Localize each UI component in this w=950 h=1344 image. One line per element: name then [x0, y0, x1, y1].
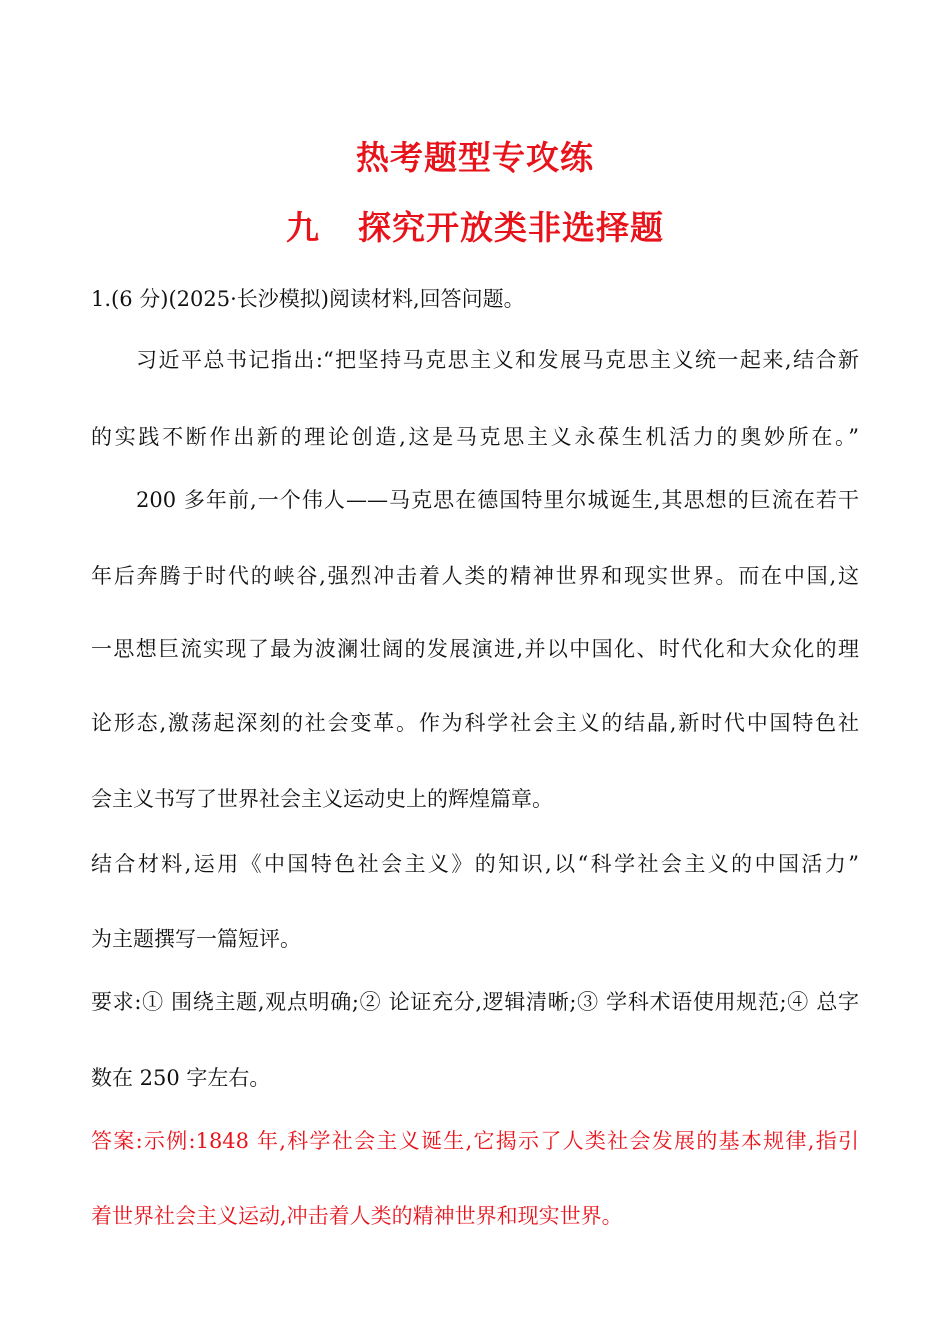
material-para2-line4: 论形态,激荡起深刻的社会变革。作为科学社会主义的结晶,新时代中国特色社	[91, 711, 859, 735]
answer-line1: 答案:示例:1848 年,科学社会主义诞生,它揭示了人类社会发展的基本规律,指引	[91, 1129, 859, 1153]
material-para2-line3: 一思想巨流实现了最为波澜壮阔的发展演进,并以中国化、时代化和大众化的理	[91, 637, 859, 661]
requirements-line1: 要求:① 围绕主题,观点明确;② 论证充分,逻辑清晰;③ 学科术语使用规范;④ 总字	[91, 990, 859, 1014]
section-number: 九	[286, 208, 320, 247]
requirements-line2: 数在 250 字左右。	[91, 1066, 271, 1090]
task-line1: 结合材料,运用《中国特色社会主义》的知识,以“科学社会主义的中国活力”	[91, 852, 859, 876]
section-subtitle	[0, 202, 950, 249]
material-para2-line2: 年后奔腾于时代的峡谷,强烈冲击着人类的精神世界和现实世界。而在中国,这	[91, 564, 859, 588]
material-para1-line2: 的实践不断作出新的理论创造,这是马克思主义永葆生机活力的奥妙所在。”	[91, 425, 859, 449]
section-name: 探究开放类非选择题	[358, 208, 664, 247]
question-header: 1.(6 分)(2025·长沙模拟)阅读材料,回答问题。	[91, 287, 525, 311]
task-line2: 为主题撰写一篇短评。	[91, 927, 301, 951]
answer-line2: 着世界社会主义运动,冲击着人类的精神世界和现实世界。	[91, 1204, 623, 1228]
material-para1-line1: 习近平总书记指出:“把坚持马克思主义和发展马克思主义统一起来,结合新	[136, 348, 859, 372]
page-title: 热考题型专攻练	[356, 138, 594, 177]
material-para2-line5: 会主义书写了世界社会主义运动史上的辉煌篇章。	[91, 787, 553, 811]
material-para2-line1: 200 多年前,一个伟人——马克思在德国特里尔城诞生,其思想的巨流在若干	[136, 488, 859, 512]
